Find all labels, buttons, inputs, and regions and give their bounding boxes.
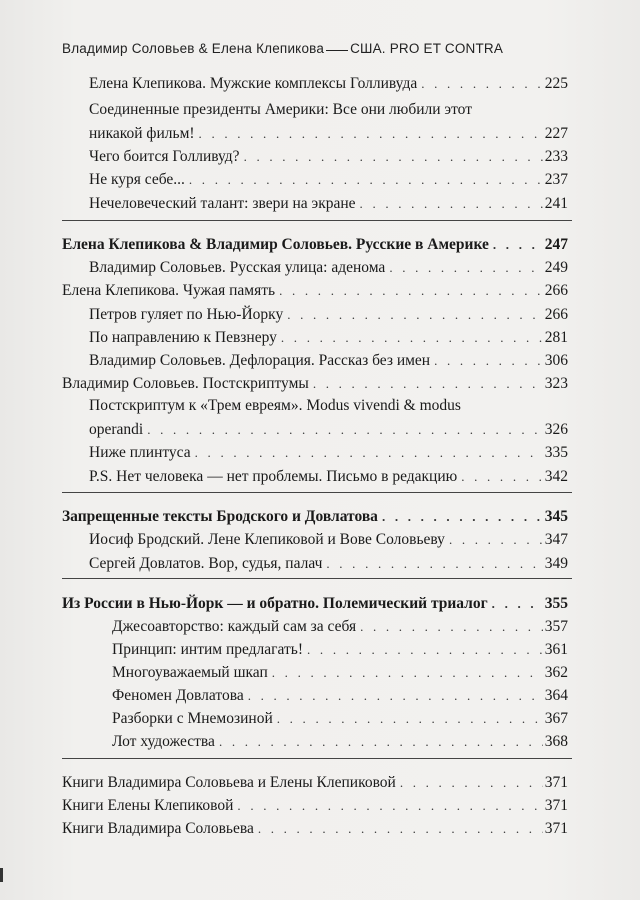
toc-entry[interactable]	[89, 124, 568, 144]
dot-leader	[219, 732, 543, 752]
toc-entry-page: 241	[544, 195, 568, 212]
toc-entry-page: 349	[544, 555, 568, 572]
dot-leader	[360, 617, 543, 637]
toc-entry[interactable]	[89, 328, 568, 348]
toc-entry-page: 357	[544, 618, 568, 635]
toc-entry-page: 227	[544, 125, 568, 142]
toc-entry-page: 355	[544, 595, 568, 612]
dot-leader	[400, 773, 543, 793]
dot-leader	[382, 507, 543, 527]
toc-entry[interactable]	[62, 281, 568, 301]
toc-entry-page: 342	[544, 468, 568, 485]
toc-entry[interactable]	[89, 554, 568, 574]
header-title: США. PRO ET CONTRA	[350, 41, 504, 56]
toc-entry[interactable]	[89, 74, 568, 94]
toc-entry-page: 371	[544, 797, 568, 814]
dot-leader	[237, 796, 542, 816]
toc-entry[interactable]	[89, 530, 568, 550]
toc-entry-title: Не куря себе...	[89, 171, 185, 188]
dot-leader	[147, 420, 543, 440]
toc-entry-page: 335	[544, 444, 568, 461]
dot-leader	[199, 124, 543, 144]
toc-entry-title: Книги Елены Клепиковой	[62, 797, 234, 814]
toc-entry[interactable]	[89, 467, 568, 487]
dot-leader	[279, 281, 543, 301]
toc-entry-title: Елена Клепикова. Мужские комплексы Голливуда	[89, 75, 418, 92]
toc-entry-title: Запрещенные тексты Бродского и Довлатова	[62, 508, 378, 525]
toc-entry-page: 237	[544, 171, 568, 188]
toc-entry-page: 347	[544, 531, 568, 548]
dot-leader	[360, 194, 543, 214]
section-divider	[62, 220, 572, 221]
toc-entry-title: Из России в Нью-Йорк — и обратно. Полемический триалог	[62, 595, 488, 612]
dot-leader	[493, 235, 543, 255]
toc-entry[interactable]	[112, 640, 568, 660]
toc-entry-page: 361	[544, 641, 568, 658]
toc-entry-page: 367	[544, 710, 568, 727]
toc-entry[interactable]	[89, 305, 568, 325]
toc-entry-title: Принцип: интим предлагать!	[112, 641, 304, 658]
toc-entry-title: Лот художества	[112, 733, 215, 750]
section-divider	[62, 578, 572, 579]
dot-leader	[421, 74, 543, 94]
dot-leader	[313, 374, 543, 394]
toc-entry-page: 247	[544, 236, 568, 253]
toc-entry[interactable]	[89, 351, 568, 371]
toc-entry-page: 371	[544, 774, 568, 791]
toc-entry-page: 249	[544, 259, 568, 276]
dot-leader	[461, 467, 543, 487]
toc-entry-page: 371	[544, 820, 568, 837]
dot-leader	[287, 305, 543, 325]
dot-leader	[244, 147, 543, 167]
toc-entry[interactable]	[89, 170, 568, 190]
toc-entry-title: Книги Владимира Соловьева	[62, 820, 254, 837]
toc-entry[interactable]	[62, 374, 568, 394]
toc-entry[interactable]	[89, 194, 568, 214]
toc-entry-title: Ниже плинтуса	[89, 444, 191, 461]
toc-entry-title: Владимир Соловьев. Постскриптумы	[62, 375, 309, 392]
toc-entry-title: Владимир Соловьев. Дефлорация. Рассказ без имен	[89, 352, 431, 369]
toc-entry-title: Феномен Довлатова	[112, 687, 244, 704]
toc-entry-page: 281	[544, 329, 568, 346]
toc-entry-page: 362	[544, 664, 568, 681]
dot-leader	[258, 819, 543, 839]
toc-entry[interactable]	[89, 443, 568, 463]
section-divider	[62, 492, 572, 493]
toc-entry-title: Джесоавторство: каждый сам за себя	[112, 618, 357, 635]
toc-entry-page: 266	[544, 282, 568, 299]
toc-entry[interactable]	[112, 617, 568, 637]
toc-entry-page: 323	[544, 375, 568, 392]
toc-entry[interactable]	[89, 258, 568, 278]
dot-leader	[195, 443, 543, 463]
toc-entry-page: 364	[544, 687, 568, 704]
toc-entry-page: 326	[544, 421, 568, 438]
dot-leader	[307, 640, 543, 660]
toc-entry[interactable]	[62, 796, 568, 816]
toc-entry-title: Елена Клепикова & Владимир Соловьев. Русские в Америке	[62, 236, 489, 253]
toc-entry[interactable]	[112, 663, 568, 683]
dot-leader	[492, 594, 543, 614]
toc-entry-title: Книги Владимира Соловьева и Елены Клепиковой	[62, 774, 396, 791]
toc-entry-title-continued: никакой фильм!	[89, 125, 195, 142]
toc-entry-page: 266	[544, 306, 568, 323]
toc-entry[interactable]	[112, 709, 568, 729]
toc-section-heading[interactable]	[62, 235, 568, 255]
toc-entry[interactable]	[89, 420, 568, 440]
toc-entry-title[interactable]: Постскриптум к «Трем евреям». Modus vivendi & modus	[89, 397, 461, 414]
toc-entry-page: 233	[544, 148, 568, 165]
section-divider	[62, 758, 572, 759]
toc-entry-title: Владимир Соловьев. Русская улица: аденома	[89, 259, 386, 276]
toc-entry[interactable]	[89, 147, 568, 167]
toc-section-heading[interactable]	[62, 594, 568, 614]
toc-entry-title: P.S. Нет человека — нет проблемы. Письмо в редакцию	[89, 468, 458, 485]
toc-entry-title: Многоуважаемый шкап	[112, 664, 268, 681]
toc-entry-title[interactable]: Соединенные президенты Америки: Все они любили этот	[89, 101, 472, 118]
toc-entry-title: Разборки с Мнемозиной	[112, 710, 273, 727]
toc-entry-page: 306	[544, 352, 568, 369]
toc-entry[interactable]	[112, 732, 568, 752]
toc-entry-title-continued: operandi	[89, 421, 144, 438]
toc-entry-title: Нечеловеческий талант: звери на экране	[89, 195, 356, 212]
toc-entry[interactable]	[62, 773, 568, 793]
toc-entry-title: Сергей Довлатов. Вор, судья, палач	[89, 555, 323, 572]
dot-leader	[189, 170, 543, 190]
toc-section-heading[interactable]	[62, 507, 568, 527]
toc-entry-title: Иосиф Бродский. Лене Клепиковой и Вове Соловьеву	[89, 531, 445, 548]
header-authors: Владимир Соловьев & Елена Клепикова	[62, 41, 325, 56]
dot-leader	[326, 554, 542, 574]
toc-entry-page: 368	[544, 733, 568, 750]
dot-leader	[272, 663, 543, 683]
toc-entry-title: Чего боится Голливуд?	[89, 148, 240, 165]
dot-leader	[434, 351, 543, 371]
dot-leader	[449, 530, 543, 550]
toc-entry[interactable]	[62, 819, 568, 839]
page-edge-mark	[0, 868, 3, 882]
toc-entry-page: 225	[544, 75, 568, 92]
toc-entry[interactable]	[112, 686, 568, 706]
toc-entry-title: Елена Клепикова. Чужая память	[62, 282, 276, 299]
toc-entry-title: Петров гуляет по Нью-Йорку	[89, 306, 284, 323]
dot-leader	[389, 258, 542, 278]
dot-leader	[277, 709, 543, 729]
dot-leader	[248, 686, 543, 706]
toc-entry-title: По направлению к Певзнеру	[89, 329, 277, 346]
dot-leader	[281, 328, 543, 348]
toc-entry-page: 345	[544, 508, 568, 525]
